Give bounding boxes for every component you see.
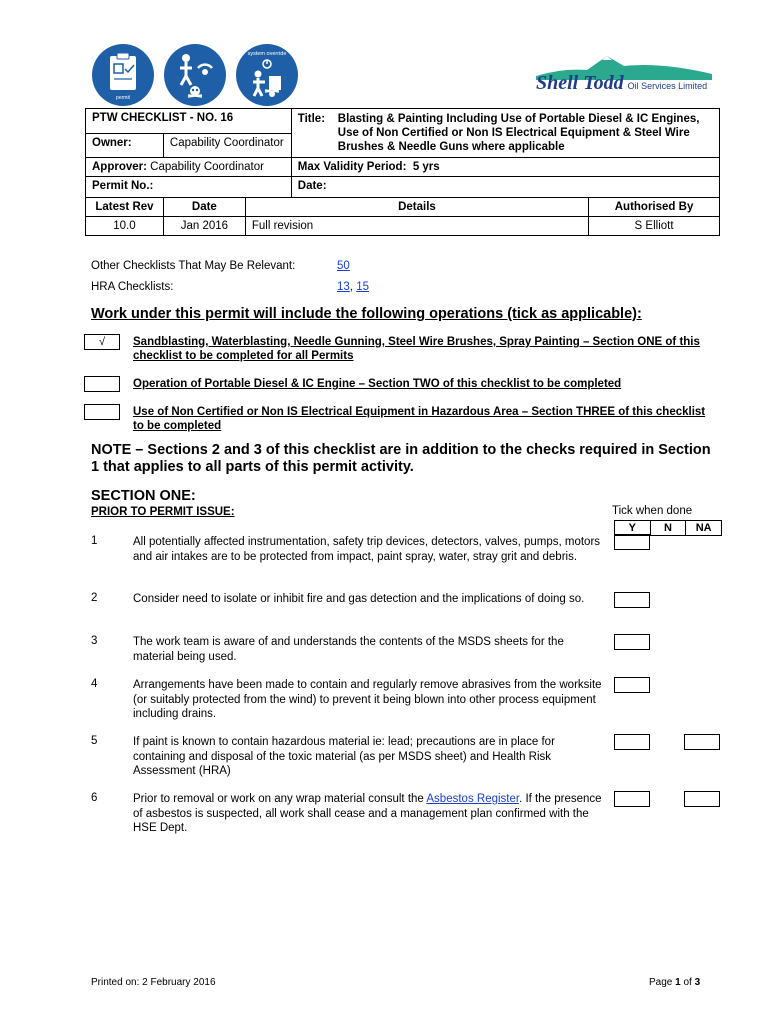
check-item-6-text-before: Prior to removal or work on any wrap material consult the	[133, 793, 424, 805]
rev-header-details: Details	[245, 198, 588, 217]
company-logo	[532, 50, 720, 102]
approver-value: Capability Coordinator	[150, 161, 264, 173]
page-total: 3	[694, 977, 701, 988]
item-number-6: 6	[91, 792, 98, 804]
operation-item-3: Use of Non Certified or Non IS Electrical Equipment in Hazardous Area – Section THREE of this checklist to be completed	[133, 406, 706, 432]
check-box-y-4[interactable]	[614, 677, 650, 693]
page-number	[649, 977, 700, 988]
item-number-1: 1	[91, 535, 98, 547]
check-item-6	[133, 792, 603, 836]
logo-subtitle: Oil Services Limited	[627, 81, 708, 91]
sections-note: NOTE – Sections 2 and 3 of this checklist are in addition to the checks required in Section 1 that applies to all parts of this permit activity.	[91, 442, 711, 475]
check-item-6-text-after: . If the presence of asbestos is suspected, all work shall cease and a management plan confirmed with the HSE Dept.	[133, 793, 602, 834]
check-box-na-5[interactable]	[684, 734, 720, 750]
check-item-5: If paint is known to contain hazardous material ie: lead; precautions are in place for containing and disposal of the toxic material (as per MSDS sheet) and Health Risk Assessment (HRA)	[133, 736, 555, 777]
page-of: of	[683, 977, 692, 988]
logo-name: Shell Todd	[536, 72, 624, 94]
tick-when-done-label: Tick when done	[612, 505, 693, 517]
checklist-info-table	[85, 108, 720, 236]
hra-links	[337, 280, 369, 294]
column-n: N	[651, 521, 687, 535]
check-box-y-5[interactable]	[614, 734, 650, 750]
column-na: NA	[695, 522, 712, 534]
operation-item-2: Operation of Portable Diesel & IC Engine – Section TWO of this checklist to be completed	[133, 378, 622, 390]
title-value: Blasting & Painting Including Use of Portable Diesel & IC Engines, Use of Non Certified or Non IS Electrical Equipment & Steel Wire Brushes & Needle Guns where applicable	[337, 113, 700, 153]
hra-link-15[interactable]: 15	[356, 281, 369, 293]
rev-header-latest: Latest Rev	[86, 198, 164, 217]
printed-on-date: Printed on: 2 February 2016	[91, 977, 216, 988]
title-label: Title:	[297, 113, 326, 125]
isolation-worker-icon	[164, 44, 226, 106]
check-item-2: Consider need to isolate or inhibit fire and gas detection and the implications of doing so.	[133, 593, 585, 605]
rev-header-authorised: Authorised By	[589, 198, 720, 217]
rev-header-date: Date	[163, 198, 245, 217]
other-checklists-label: Other Checklists That May Be Relevant:	[91, 260, 296, 272]
operation-item-1: Sandblasting, Waterblasting, Needle Gunning, Steel Wire Brushes, Spray Painting – Section ONE of this checklist to be completed for all Permits	[133, 336, 700, 362]
check-box-y-2[interactable]	[614, 592, 650, 608]
item-number-3: 3	[91, 635, 98, 647]
validity-cell	[291, 158, 719, 177]
other-checklist-link-50[interactable]: 50	[337, 260, 350, 272]
operations-heading: Work under this permit will include the following operations (tick as applicable):	[91, 306, 642, 322]
check-item-4: Arrangements have been made to contain and regularly remove abrasives from the worksite (or suitably protected from the wind) to prevent it being blown into other process equipment including drains.	[133, 679, 602, 720]
check-box-na-6[interactable]	[684, 791, 720, 807]
validity-label: Max Validity Period:	[297, 161, 407, 173]
operation-tick-box-2[interactable]	[84, 376, 120, 392]
owner-value: Capability Coordinator	[163, 133, 291, 158]
approver-label: Approver:	[92, 161, 147, 173]
rev-authorised-by: S Elliott	[589, 217, 720, 236]
check-box-y-3[interactable]	[614, 634, 650, 650]
hra-link-13[interactable]: 13	[337, 281, 350, 293]
svg-text:permit: permit	[116, 95, 130, 101]
item-number-4: 4	[91, 678, 98, 690]
item-number-5: 5	[91, 735, 98, 747]
rev-number: 10.0	[86, 217, 164, 236]
page-current: 1	[675, 977, 681, 988]
approver-cell	[86, 158, 292, 177]
rev-details: Full revision	[245, 217, 588, 236]
check-box-y-6[interactable]	[614, 791, 650, 807]
checklist-number: PTW CHECKLIST - NO. 16	[86, 109, 292, 134]
system-override-icon	[236, 44, 298, 106]
column-y: Y	[615, 521, 651, 535]
check-box-y-1[interactable]	[614, 534, 650, 550]
validity-value: 5 yrs	[412, 161, 440, 173]
permit-number-field[interactable]: Permit No.:	[86, 177, 292, 198]
permit-clipboard-icon	[92, 44, 154, 106]
operation-tick-box-3[interactable]	[84, 404, 120, 420]
page-prefix: Page	[649, 977, 673, 988]
asbestos-register-link[interactable]: Asbestos Register	[426, 793, 520, 805]
rev-date: Jan 2016	[163, 217, 245, 236]
section-one-subtitle: PRIOR TO PERMIT ISSUE:	[91, 506, 235, 518]
check-item-3: The work team is aware of and understands the contents of the MSDS sheets for the material being used.	[133, 636, 564, 663]
hra-checklists-label: HRA Checklists:	[91, 281, 174, 293]
hra-separator: ,	[349, 281, 353, 293]
date-field[interactable]: Date:	[291, 177, 719, 198]
check-item-1: All potentially affected instrumentation, safety trip devices, detectors, valves, pumps, motors and air intakes are to be protected from impact, paint spray, water, stray grit and debris.	[133, 536, 601, 563]
operation-tick-box-1[interactable]: √	[84, 334, 120, 350]
checklist-title-cell	[291, 109, 719, 158]
item-number-2: 2	[91, 592, 98, 604]
owner-label: Owner:	[86, 133, 164, 158]
section-one-title: SECTION ONE:	[91, 488, 196, 504]
svg-text:system override: system override	[247, 51, 287, 57]
